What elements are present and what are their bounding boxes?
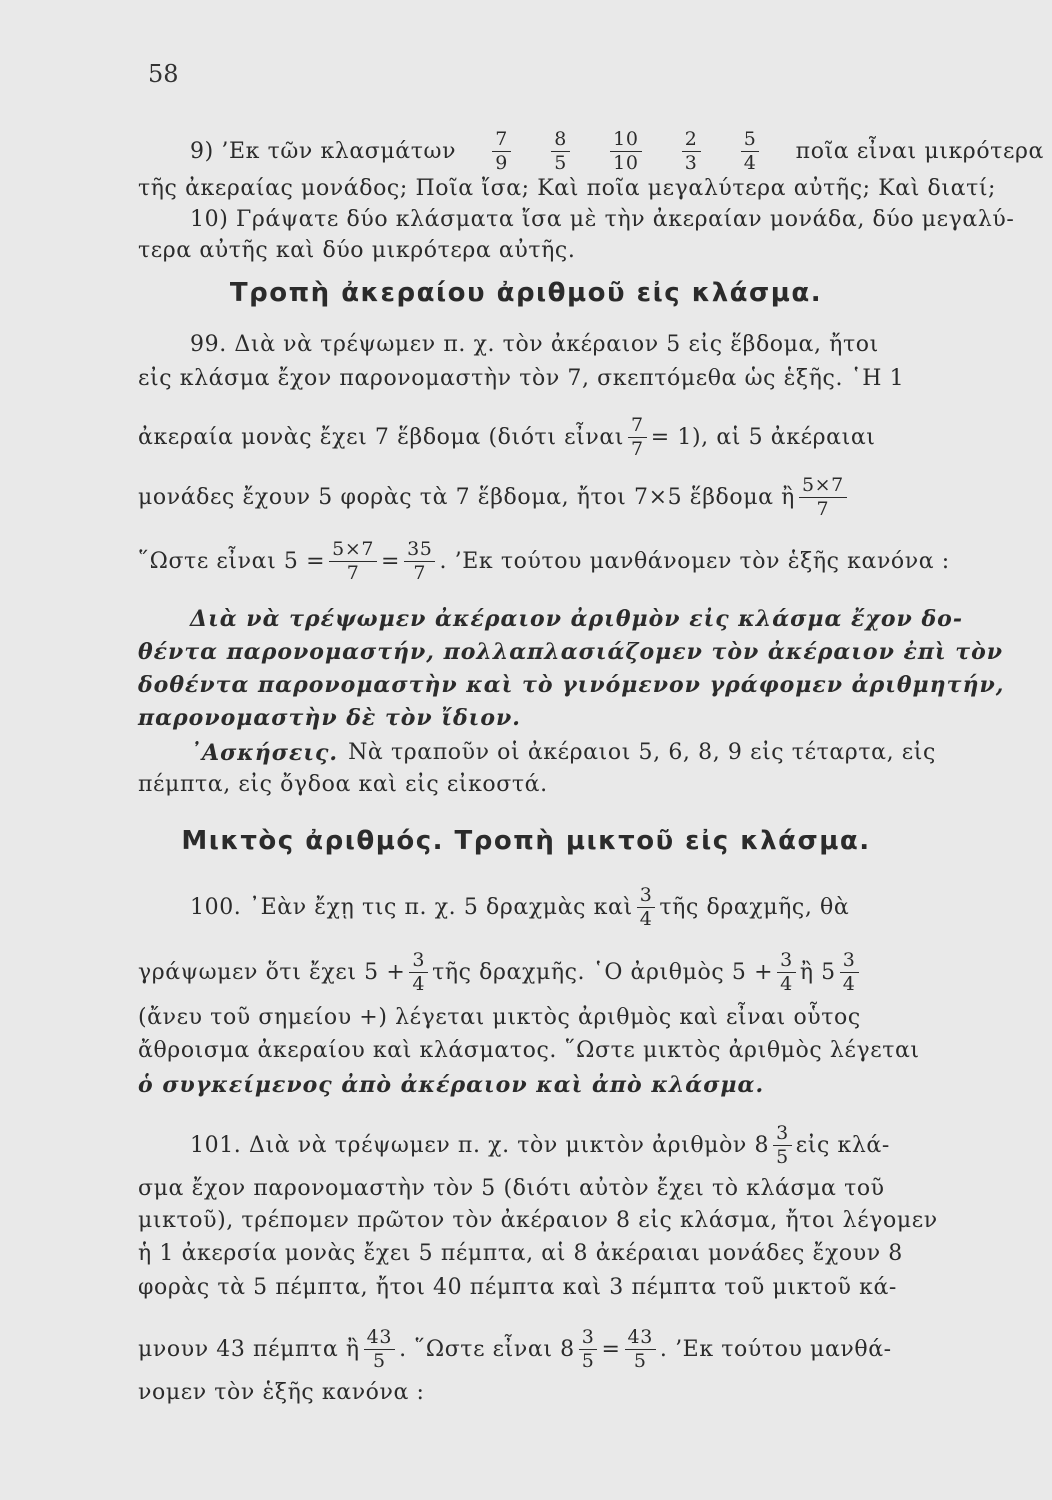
text-span: . ῞Ωστε εἶναι 8 xyxy=(399,1336,575,1362)
text-span: . ’Εκ τούτου μανθά- xyxy=(659,1336,892,1362)
fraction: $\frac{35}{7}$ xyxy=(404,540,435,583)
fraction: $\frac{3}{5}$ xyxy=(579,1328,598,1371)
text-span: γράψωμεν ὅτι ἔχει 5 + xyxy=(138,959,406,985)
section-heading-integer-to-fraction: Τροπὴ ἀκεραίου ἀριθμοῦ εἰς κλάσμα. xyxy=(229,278,823,308)
fraction: $\frac{3}{5}$ xyxy=(773,1124,792,1167)
fraction: $\frac{43}{5}$ xyxy=(625,1328,656,1371)
text-span: Νὰ τραποῦν οἱ ἀκέραιοι 5, 6, 8, 9 εἰς τέταρτα, εἰς xyxy=(348,740,936,765)
ex10-line2: τερα αὐτῆς καὶ δύο μικρότερα αὐτῆς. xyxy=(138,238,576,263)
p101-line5: φορὰς τὰ 5 πέμπτα, ἤτοι 40 πέμπτα καὶ 3 πέμπτα τοῦ μικτοῦ κά- xyxy=(138,1275,897,1300)
p99-line2: εἰς κλάσμα ἔχον παρονομαστὴν τὸν 7, σκεπτόμεθα ὡς ἑξῆς. ῾Η 1 xyxy=(138,366,905,391)
page-number: 58 xyxy=(148,60,179,88)
p101-line2: σμα ἔχον παρονομαστὴν τὸν 5 (διότι αὐτὸν ἔχει τὸ κλάσμα τοῦ xyxy=(138,1176,885,1201)
rule1-line2: θέντα παρονομαστήν, πολλαπλασιάζομεν τὸν ἀκέραιον ἐπὶ τὸν xyxy=(138,639,1004,665)
ex9-prefix: 9) ’Εκ τῶν κλασμάτων xyxy=(190,138,457,164)
p100-line3: (ἄνευ τοῦ σημείου +) λέγεται μικτὸς ἀριθμὸς καὶ εἶναι οὗτος xyxy=(138,1005,861,1030)
fraction: $\frac{8}{5}$ xyxy=(551,130,570,173)
ex9-line1 xyxy=(190,130,1044,173)
fraction: $\frac{3}{4}$ xyxy=(777,951,796,994)
text-span: τῆς δραχμῆς, θὰ xyxy=(659,894,850,920)
text-span: . ’Εκ τούτου μανθάνομεν τὸν ἑξῆς κανόνα : xyxy=(439,548,950,574)
fraction: $\frac{3}{4}$ xyxy=(840,951,859,994)
p100-line1 xyxy=(190,886,1044,929)
rule1-line4: παρονομαστὴν δὲ τὸν ἴδιον. xyxy=(138,705,521,731)
ex10-line1: 10) Γράψατε δύο κλάσματα ἴσα μὲ τὴν ἀκεραίαν μονάδα, δύο μεγαλύ- xyxy=(190,207,1015,232)
fraction: $\frac{43}{5}$ xyxy=(364,1328,395,1371)
p101-line3: μικτοῦ), τρέπομεν πρῶτον τὸν ἀκέραιον 8 εἰς κλάσμα, ἤτοι λέγομεν xyxy=(138,1208,938,1233)
fraction: $\frac{3}{4}$ xyxy=(637,886,656,929)
fraction: $\frac{10}{10}$ xyxy=(610,130,641,173)
exercises-label: ᾿Ασκήσεις. xyxy=(190,740,339,766)
text-span: 100. ᾿Εὰν ἔχῃ τις π. χ. 5 δραχμὰς καὶ xyxy=(190,894,633,920)
fraction: $\frac{3}{4}$ xyxy=(409,951,428,994)
p99-line5: ῞Ωστε εἶναι 5 = $\frac{5\times 7}{7}$ = $\frac{35}{7}$ . ’Εκ τούτου μανθάνομεν τὸν ἑξῆς κανόνα : xyxy=(138,538,950,584)
p100-line5: ὁ συγκείμενος ἀπὸ ἀκέραιον καὶ ἀπὸ κλάσμα. xyxy=(138,1072,765,1098)
p101-line7: νομεν τὸν ἑξῆς κανόνα : xyxy=(138,1380,425,1405)
text-span: μνουν 43 πέμπτα ἢ xyxy=(138,1336,360,1362)
fraction: $\frac{5\times 7}{7}$ xyxy=(799,476,847,519)
fraction: $\frac{5\times 7}{7}$ xyxy=(329,540,377,583)
ex9-line2: τῆς ἀκεραίας μονάδος; Ποῖα ἴσα; Καὶ ποῖα μεγαλύτερα αὐτῆς; Καὶ διατί; xyxy=(138,176,997,201)
p99-line3 xyxy=(138,416,1044,459)
p99-line1: 99. Διὰ νὰ τρέψωμεν π. χ. τὸν ἀκέραιον 5 εἰς ἕβδομα, ἤτοι xyxy=(190,332,879,357)
text-span: ἀκεραία μονὰς ἔχει 7 ἕβδομα (διότι εἶναι xyxy=(138,424,625,450)
exercises-line1 xyxy=(190,738,1044,768)
ex9-suffix: ποῖα εἶναι μικρότερα xyxy=(795,138,1044,164)
text-span: ῞Ωστε εἶναι 5 = xyxy=(138,548,326,574)
fraction: $\frac{7}{9}$ xyxy=(492,130,511,173)
text-span: = 1), αἱ 5 ἀκέραιαι xyxy=(650,424,876,450)
p100-line2 xyxy=(138,951,1044,994)
text-span: μονάδες ἔχουν 5 φορὰς τὰ 7 ἕβδομα, ἤτοι 7×5 ἕβδομα ἢ xyxy=(138,484,795,510)
text-span: εἰς κλά- xyxy=(795,1132,890,1158)
text-span: ἢ 5 xyxy=(799,959,836,985)
rule1-line1: Διὰ νὰ τρέψωμεν ἀκέραιον ἀριθμὸν εἰς κλάσμα ἔχον δο- xyxy=(190,606,963,632)
p99-line4 xyxy=(138,476,1044,519)
fraction: $\frac{2}{3}$ xyxy=(682,130,701,173)
p101-line6: μνουν 43 πέμπτα ἢ $\frac{43}{5}$ . ῞Ωστε εἶναι 8 $\frac{3}{5}$ = $\frac{43}{5}$ . ’Εκ τούτου μανθά- xyxy=(138,1326,892,1372)
section-heading-mixed-number: Μικτὸς ἀριθμός. Τροπὴ μικτοῦ εἰς κλάσμα. xyxy=(181,826,871,856)
text-span: τῆς δραχμῆς. ῾Ο ἀριθμὸς 5 + xyxy=(432,959,774,985)
p101-line4: ἡ 1 ἀκερσία μονὰς ἔχει 5 πέμπτα, αἱ 8 ἀκέραιαι μονάδες ἔχουν 8 xyxy=(138,1241,903,1266)
p100-line4: ἄθροισμα ἀκεραίου καὶ κλάσματος. ῞Ωστε μικτὸς ἀριθμὸς λέγεται xyxy=(138,1038,920,1063)
fraction: $\frac{7}{7}$ xyxy=(628,416,647,459)
exercises-line2: πέμπτα, εἰς ὄγδοα καὶ εἰς εἰκοστά. xyxy=(138,772,548,797)
fraction: $\frac{5}{4}$ xyxy=(741,130,760,173)
rule1-line3: δοθέντα παρονομαστὴν καὶ τὸ γινόμενον γράφομεν ἀριθμητήν, xyxy=(138,672,1005,698)
p101-line1 xyxy=(190,1124,1044,1167)
text-span: 101. Διὰ νὰ τρέψωμεν π. χ. τὸν μικτὸν ἀριθμὸν 8 xyxy=(190,1132,770,1158)
